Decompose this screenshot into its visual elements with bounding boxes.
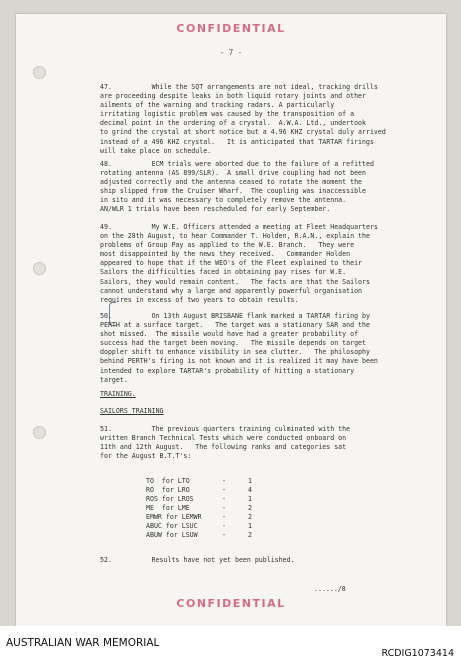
table-row: ROS for LROS - 1 <box>146 495 252 503</box>
table-row: ME for LME - 2 <box>146 504 252 512</box>
archive-id: RCDIG1073414 <box>381 648 454 659</box>
heading-training: TRAINING. <box>100 390 136 398</box>
table-row: ABUC for LSUC - 1 <box>146 522 252 530</box>
paragraph-47: 47. While the SQT arrangements are not ideal, tracking drills are proceeding despite leaks in both liquid rotary joints and other ailments of the warning and tracking radars. A particularly irritating logistic problem was caused by the transposition of a decimal point in the ordering of a crystal. A.W.A. Ltd., undertook to grind the crystal at short notice but a 4.96 KHZ crystal duly arrived instead of a 496 KHZ crystal. It is anticipated that TARTAR firings will take place on schedule. <box>100 83 386 155</box>
paragraph-49: 49. My W.E. Officers attended a meeting at Fleet Headquarters on the 28th August, to hear Commander T. Holden, R.A.N., explain the problems of Group Pay as applied to the W.E. Branch. They were most disappointed by the news they received. Commander Holden appeared to hope that if the WEO's of the Fleet explained to their Sailors the difficulties faced in obtaining pay rises for W.E. Sailors, they would remain content. The facts are that the Sailors cannot understand why a large and apparently powerful organisation requires in excess of two years to obtain results. <box>100 223 378 304</box>
punch-hole <box>33 66 46 79</box>
table-row: TO for LTO - 1 <box>146 477 252 485</box>
confidential-stamp-top: CONFIDENTIAL <box>176 22 286 35</box>
table-row: ABUW for LSUW - 2 <box>146 531 252 539</box>
punch-hole <box>33 262 46 275</box>
document-page <box>16 14 446 626</box>
table-row: EMWR for LEMWR - 2 <box>146 513 252 521</box>
paragraph-50: 50. On 13th August BRISBANE flank marked a TARTAR firing by PERTH at a surface target. The target was a stationary SAR and the shot missed. The missile would have had a greater probability of success had the target been moving. The missile depends on target doppler shift to enhance visibility in sea clutter. The philosophy behind PERTH's firing is not known and it is realized it may have been intended to explore TARTAR's probability of hitting a stationary target. <box>100 312 378 384</box>
heading-sailors-training: SAILORS TRAINING <box>100 407 164 415</box>
archive-source: AUSTRALIAN WAR MEMORIAL <box>6 637 160 649</box>
paragraph-52: 52. Results have not yet been published. <box>100 556 295 564</box>
page-number: - 7 - <box>219 48 243 57</box>
paragraph-51: 51. The previous quarters training culminated with the written Branch Technical Tests which were conducted onboard on 11th and 12th August. The following ranks and categories sat for the August B.T.T's: <box>100 425 351 461</box>
punch-hole <box>33 426 46 439</box>
confidential-stamp-bottom: CONFIDENTIAL <box>176 597 286 610</box>
table-row: RO for LRO - 4 <box>146 486 252 494</box>
paragraph-48: 48. ECM trials were aborted due to the failure of a refitted rotating antenna (AS 899/SLR). A small drive coupling had not been adjusted correctly and the antenna ceased to rotate the moment the ship slipped from the Cruiser Wharf. The coupling was inaccessible in situ and it was necessary to completely remove the antenna. AN/WLR 1 trials have been rescheduled for early September. <box>100 160 374 214</box>
archive-footer <box>0 626 461 666</box>
continuation-marker: ....../8 <box>314 585 346 593</box>
